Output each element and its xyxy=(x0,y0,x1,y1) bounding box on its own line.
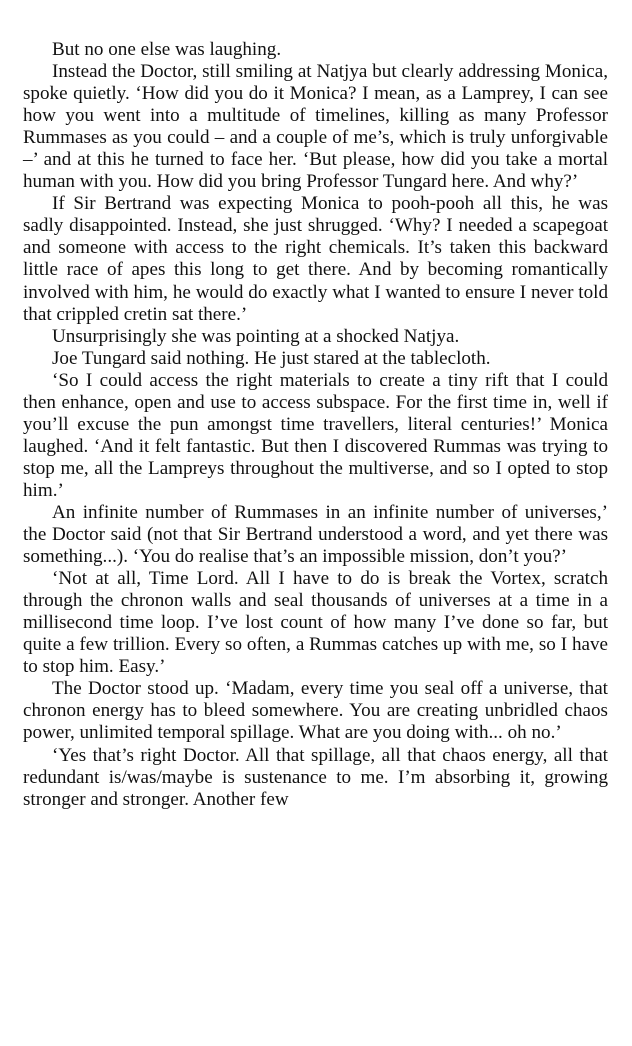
paragraph-3: If Sir Bertrand was expecting Monica to pooh-pooh all this, he was sadly disappointed. Instead, she just shrugged. ‘Why? I needed a scapegoat and someone with access to the right chemicals. It’s taken this backward little race of apes this long to get there. And by becoming romantically involved with him, he would do exactly what I wanted to ensure I never told that crippled cretin sat there.’ xyxy=(23,193,608,325)
paragraph-4: Unsurprisingly she was pointing at a shocked Natjya. xyxy=(52,325,460,347)
paragraph-2: Instead the Doctor, still smiling at Natjya but clearly addressing Monica, spoke quietly. ‘How did you do it Monica? I mean, as a Lamprey, I can see how you went into a multitude of timelines, killing as many Professor Rummases as you could – and a couple of me’s, which is truly unforgivable –’ and at this he turned to face her. ‘But please, how did you take a mortal human with you. How did you bring Professor Tungard here. And why?’ xyxy=(23,61,608,193)
paragraph-1: But no one else was laughing. xyxy=(52,39,282,60)
paragraph-9: The Doctor stood up. ‘Madam, every time you seal off a universe, that chronon energy has to bleed somewhere. You are creating unbridled chaos power, unlimited temporal spillage. What are you doing with... oh no.’ xyxy=(23,678,608,744)
paragraph-6: ‘So I could access the right materials to create a tiny rift that I could then enhance, open and use to access subspace. For the first time in, well if you’ll excuse the pun amongst time travellers, literal centuries!’ Monica laughed. ‘And it felt fantastic. But then I discovered Rummas was trying to stop me, all the Lampreys throughout the multiverse, and so I opted to stop him.’ xyxy=(23,369,608,501)
paragraph-5: Joe Tungard said nothing. He just stared at the tablecloth. xyxy=(52,347,491,369)
paragraph-7: An infinite number of Rummases in an infinite number of universes,’ the Doctor said (not that Sir Bertrand understood a word, and yet there was something...). ‘You do realise that’s an impossible mission, don’t you?’ xyxy=(23,501,608,568)
paragraph-8: ‘Not at all, Time Lord. All I have to do is break the Vortex, scratch through the chronon walls and seal thousands of universes at a time in a millisecond time loop. I’ve lost count of how many I’ve done so far, but quite a few trillion. Every so often, a Rummas catches up with me, so I have to stop him. Easy.’ xyxy=(23,568,608,678)
paragraph-10: ‘Yes that’s right Doctor. All that spillage, all that chaos energy, all that redundant is/was/maybe is sustenance to me. I’m absorbing it, growing stronger and stronger. Another few xyxy=(23,744,608,810)
